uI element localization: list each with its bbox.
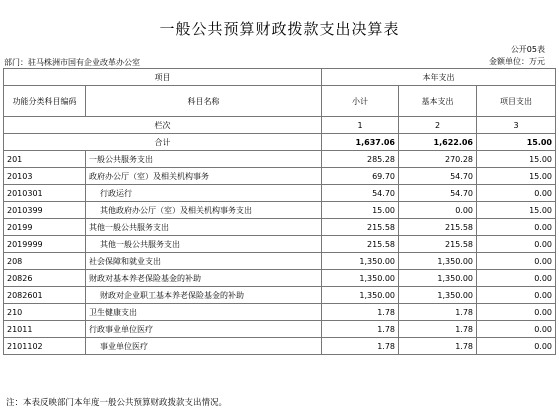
header-current-year: 本年支出 <box>322 69 556 86</box>
table-row <box>4 304 556 321</box>
table-row <box>4 202 556 219</box>
row-project: 15.00 <box>477 202 556 219</box>
row-code: 2082601 <box>4 287 86 304</box>
row-project: 15.00 <box>477 151 556 168</box>
row-subtotal: 285.28 <box>322 151 399 168</box>
row-subtotal: 69.70 <box>322 168 399 185</box>
row-project: 0.00 <box>477 185 556 202</box>
row-project: 0.00 <box>477 287 556 304</box>
row-code: 2010399 <box>4 202 86 219</box>
header-subtotal: 小计 <box>322 86 399 117</box>
row-code: 21011 <box>4 321 86 338</box>
row-subtotal: 1,350.00 <box>322 253 399 270</box>
row-basic: 1.78 <box>399 338 477 355</box>
row-basic: 0.00 <box>399 202 477 219</box>
row-subtotal: 215.58 <box>322 219 399 236</box>
table-row <box>4 185 556 202</box>
row-code: 201 <box>4 151 86 168</box>
table-row <box>4 236 556 253</box>
table-row <box>4 168 556 185</box>
header-project: 项目 <box>4 69 322 86</box>
row-code: 20199 <box>4 219 86 236</box>
row-basic: 54.70 <box>399 185 477 202</box>
header-basic: 基本支出 <box>399 86 477 117</box>
row-subject-name: 政府办公厅（室）及相关机构事务 <box>86 168 322 185</box>
row-code: 2101102 <box>4 338 86 355</box>
row-code: 2019999 <box>4 236 86 253</box>
row-basic: 270.28 <box>399 151 477 168</box>
header-func-code: 功能分类科目编码 <box>4 86 86 117</box>
expenditure-table <box>3 68 556 355</box>
row-basic: 54.70 <box>399 168 477 185</box>
row-project: 0.00 <box>477 253 556 270</box>
column-order-label: 栏次 <box>4 117 322 134</box>
row-subject-name: 其他政府办公厅（室）及相关机构事务支出 <box>86 202 322 219</box>
total-row <box>4 134 556 151</box>
row-project: 0.00 <box>477 338 556 355</box>
header-row-1 <box>4 69 556 86</box>
row-subject-name: 事业单位医疗 <box>86 338 322 355</box>
row-subtotal: 1,350.00 <box>322 270 399 287</box>
row-subtotal: 215.58 <box>322 236 399 253</box>
row-subject-name: 社会保障和就业支出 <box>86 253 322 270</box>
row-code: 2010301 <box>4 185 86 202</box>
row-basic: 1,350.00 <box>399 287 477 304</box>
total-label: 合计 <box>4 134 322 151</box>
table-row <box>4 219 556 236</box>
header-row-2 <box>4 86 556 117</box>
row-basic: 1,350.00 <box>399 270 477 287</box>
table-row <box>4 151 556 168</box>
row-subject-name: 卫生健康支出 <box>86 304 322 321</box>
table-row <box>4 321 556 338</box>
row-subject-name: 其他一般公共服务支出 <box>86 236 322 253</box>
row-basic: 1.78 <box>399 304 477 321</box>
column-order-3: 3 <box>477 117 556 134</box>
row-subject-name: 行政运行 <box>86 185 322 202</box>
row-project: 0.00 <box>477 219 556 236</box>
table-row <box>4 287 556 304</box>
table-row <box>4 270 556 287</box>
column-order-row <box>4 117 556 134</box>
row-code: 20826 <box>4 270 86 287</box>
row-project: 0.00 <box>477 321 556 338</box>
amount-unit: 金额单位：万元 <box>489 57 545 66</box>
row-subtotal: 1.78 <box>322 338 399 355</box>
row-project: 0.00 <box>477 270 556 287</box>
row-subject-name: 行政事业单位医疗 <box>86 321 322 338</box>
row-basic: 215.58 <box>399 236 477 253</box>
row-subject-name: 财政对基本养老保险基金的补助 <box>86 270 322 287</box>
row-subtotal: 15.00 <box>322 202 399 219</box>
row-project: 15.00 <box>477 168 556 185</box>
row-subject-name: 财政对企业职工基本养老保险基金的补助 <box>86 287 322 304</box>
row-project: 0.00 <box>477 304 556 321</box>
table-row <box>4 253 556 270</box>
table-row <box>4 338 556 355</box>
row-basic: 1,350.00 <box>399 253 477 270</box>
row-code: 210 <box>4 304 86 321</box>
header-project-exp: 项目支出 <box>477 86 556 117</box>
form-number: 公开05表 <box>510 45 545 54</box>
row-code: 208 <box>4 253 86 270</box>
row-subtotal: 54.70 <box>322 185 399 202</box>
department-label: 部门：驻马株洲市国有企业改革办公室 <box>4 58 140 67</box>
column-order-2: 2 <box>399 117 477 134</box>
row-subtotal: 1.78 <box>322 304 399 321</box>
column-order-1: 1 <box>322 117 399 134</box>
row-subtotal: 1.78 <box>322 321 399 338</box>
footnote: 注：本表反映部门本年度一般公共预算财政拨款支出情况。 <box>6 398 228 408</box>
row-basic: 1.78 <box>399 321 477 338</box>
row-code: 20103 <box>4 168 86 185</box>
header-subject-name: 科目名称 <box>86 86 322 117</box>
row-subject-name: 一般公共服务支出 <box>86 151 322 168</box>
row-subtotal: 1,350.00 <box>322 287 399 304</box>
total-subtotal: 1,637.06 <box>322 134 399 151</box>
total-project: 15.00 <box>477 134 556 151</box>
row-subject-name: 其他一般公共服务支出 <box>86 219 322 236</box>
row-project: 0.00 <box>477 236 556 253</box>
report-title: 一般公共预算财政拨款支出决算表 <box>159 20 400 38</box>
total-basic: 1,622.06 <box>399 134 477 151</box>
row-basic: 215.58 <box>399 219 477 236</box>
